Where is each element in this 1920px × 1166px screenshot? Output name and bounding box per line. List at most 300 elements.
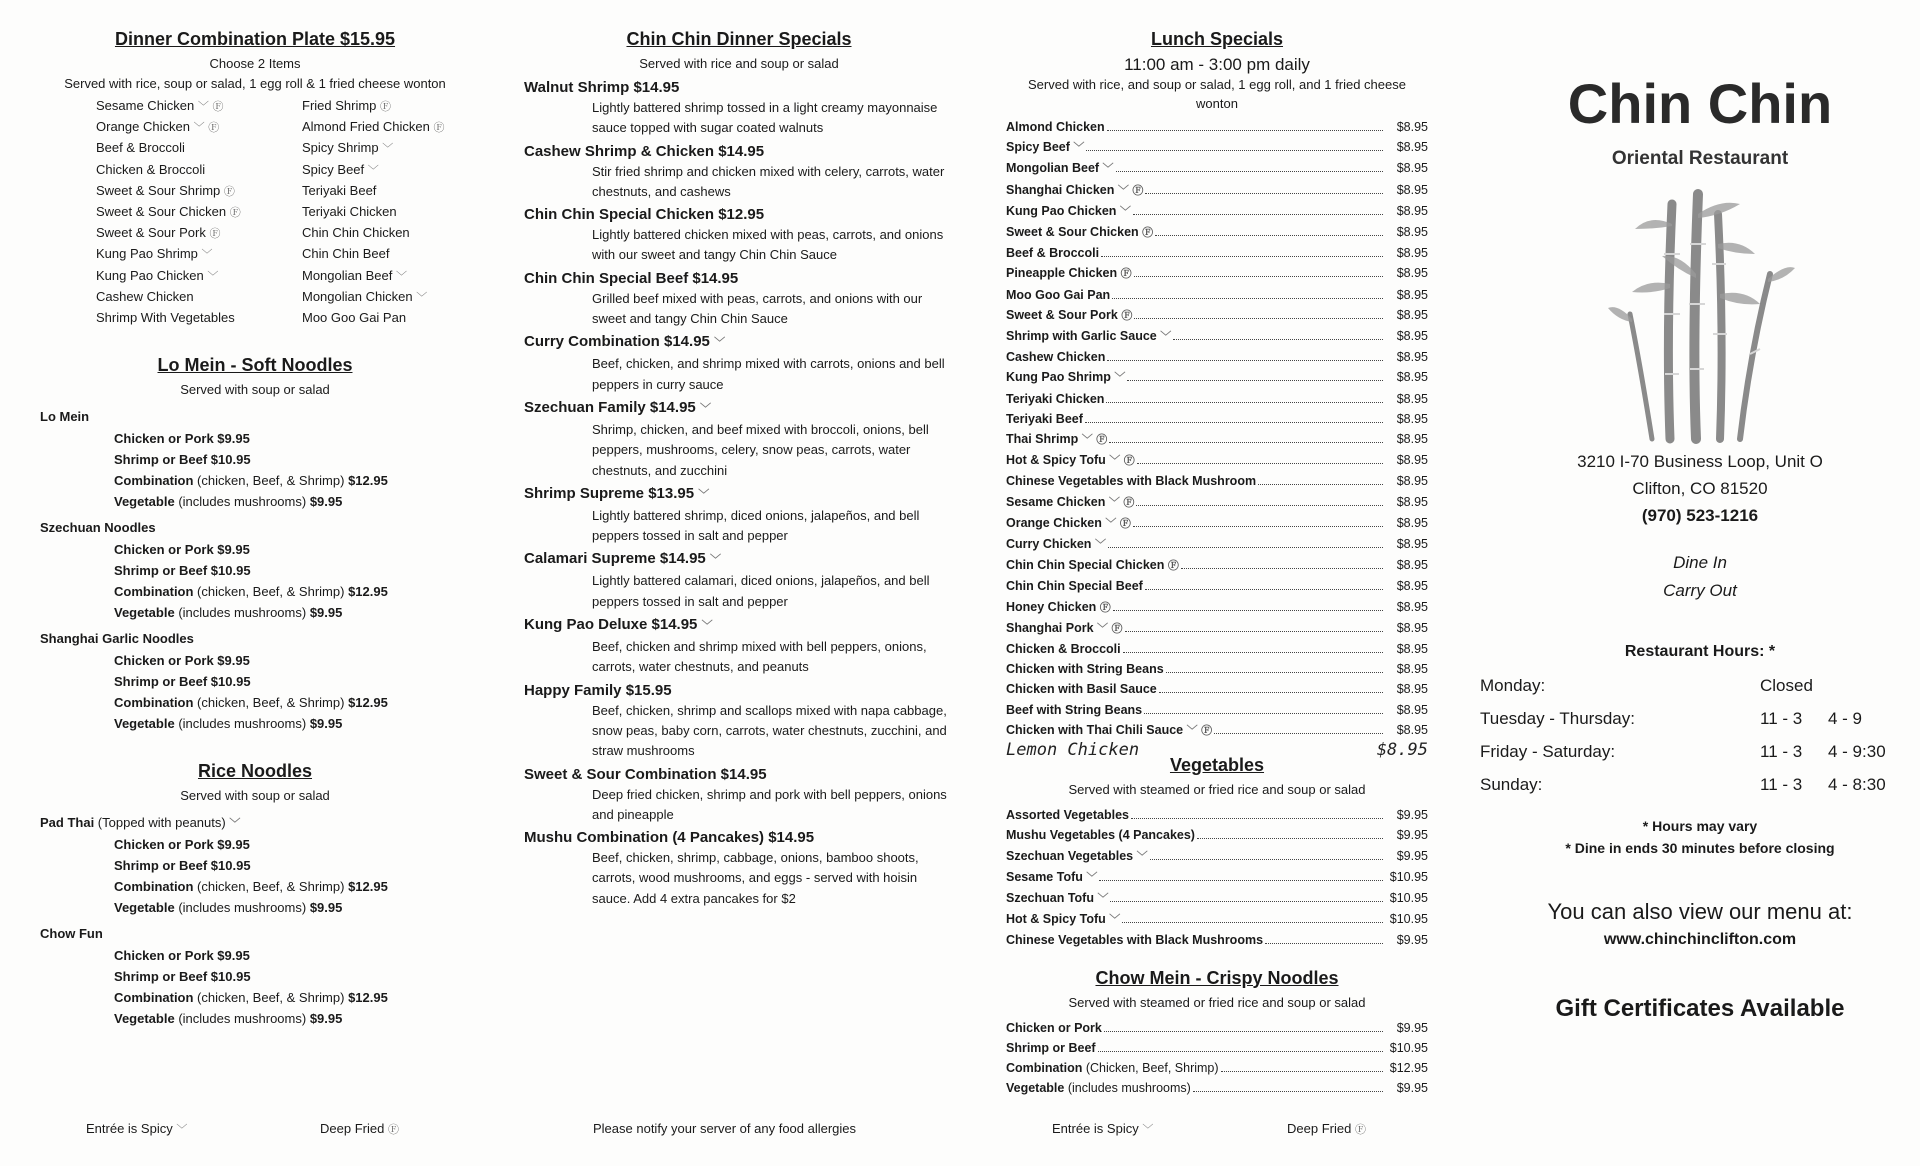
price-row-name — [1006, 909, 1120, 930]
price-row-price: $8.95 — [1396, 370, 1428, 385]
fried-icon: Ⓕ — [1099, 601, 1111, 614]
combo-item-name: Beef & Broccoli — [96, 140, 185, 156]
noodle-option-label: Shrimp or Beef $10.95 — [114, 969, 251, 985]
price-row-price: $8.95 — [1396, 432, 1428, 447]
special-item-name — [524, 204, 954, 225]
price-row-name — [1006, 720, 1212, 741]
price-row-name — [1006, 555, 1179, 576]
dot-leader — [1112, 298, 1383, 299]
special-item-name — [524, 827, 954, 848]
dinner-specials-list — [524, 77, 954, 909]
price-row-name — [1006, 1018, 1102, 1038]
hours-dinner: 4 - 9:30 — [1828, 742, 1886, 761]
column-brand-info — [1480, 28, 1920, 1023]
noodle-option-label: Chicken or Pork $9.95 — [114, 948, 250, 964]
hours-table — [1480, 669, 1920, 801]
price-row-price: $8.95 — [1396, 494, 1428, 509]
price-row-label: Chicken with Basil Sauce — [1006, 682, 1157, 697]
combo-item — [96, 223, 302, 244]
noodle-option-label: Vegetable — [114, 604, 175, 620]
footer-fried-legend-2 — [1287, 1121, 1366, 1137]
price-row — [1006, 285, 1428, 305]
noodle-option — [40, 834, 470, 855]
price-row-label: Beef with String Beans — [1006, 702, 1143, 717]
price-row — [1006, 639, 1428, 659]
price-row-name — [1006, 367, 1125, 388]
price-row-label: Orange Chicken — [1006, 515, 1102, 530]
noodle-option-note: (includes mushrooms) — [174, 604, 310, 620]
noodle-option — [40, 470, 470, 491]
fried-icon: Ⓕ — [1121, 309, 1133, 322]
price-row — [1006, 263, 1428, 284]
special-item-title: Cashew Shrimp & Chicken $14.95 — [524, 142, 765, 160]
noodle-option-label: Shrimp or Beef $10.95 — [114, 452, 251, 468]
price-row-name — [1006, 888, 1108, 909]
price-row-price: $9.95 — [1396, 1081, 1428, 1096]
price-row-name — [1006, 450, 1135, 471]
price-row-price: $9.95 — [1396, 808, 1428, 823]
price-row-name — [1006, 201, 1131, 222]
chili-icon: ﹀ — [207, 270, 219, 283]
noodle-option-price: $9.95 — [309, 1011, 343, 1027]
noodle-option-label: Chicken or Pork $9.95 — [114, 431, 250, 447]
combo-item — [302, 202, 502, 223]
noodle-option-label: Combination — [114, 694, 194, 710]
handwritten-item-name: Lemon Chicken — [1006, 740, 1140, 761]
chow-mein-list — [1006, 1018, 1428, 1099]
noodle-option-label: Chicken or Pork $9.95 — [114, 652, 250, 668]
price-row-price: $8.95 — [1396, 558, 1428, 573]
dinner-combo-item-list — [96, 96, 470, 328]
chili-icon: ﹀ — [395, 270, 407, 283]
special-item-name — [524, 548, 954, 571]
dot-leader — [1104, 1031, 1383, 1032]
chili-icon: ﹀ — [197, 101, 209, 113]
footer-spicy-legend-1 — [86, 1121, 187, 1137]
dot-leader — [1193, 1091, 1383, 1092]
price-row — [1006, 805, 1428, 825]
price-row-name — [1006, 513, 1131, 534]
price-row-note: (includes mushrooms) — [1064, 1081, 1191, 1096]
price-row — [1006, 243, 1428, 263]
hours-note-dine-in: * Dine in ends 30 minutes before closing — [1565, 840, 1835, 856]
lo-mein-title: Lo Mein - Soft Noodles — [157, 355, 353, 376]
price-row-label: Moo Goo Gai Pan — [1006, 287, 1111, 302]
combo-item-name: Sweet & Sour Chicken — [96, 204, 227, 220]
footer-spicy-legend-2 — [1052, 1121, 1153, 1137]
price-row — [1006, 1058, 1428, 1078]
special-item-title: Chin Chin Special Chicken $12.95 — [524, 206, 765, 224]
noodle-option — [40, 876, 470, 897]
price-row-name — [1006, 639, 1121, 659]
price-row-price: $10.95 — [1389, 869, 1428, 884]
price-row-price: $9.95 — [1396, 1020, 1428, 1035]
dot-leader — [1258, 484, 1383, 485]
chow-mein-title: Chow Mein - Crispy Noodles — [1095, 967, 1339, 988]
special-item-title: Sweet & Sour Combination $14.95 — [524, 765, 767, 783]
price-row — [1006, 659, 1428, 679]
combo-item-name: Almond Fried Chicken — [302, 119, 430, 135]
noodle-option — [40, 581, 470, 602]
dot-leader — [1144, 713, 1383, 714]
chili-icon: ﹀ — [229, 817, 241, 830]
chili-icon: ﹀ — [1119, 205, 1131, 218]
price-row-price: $8.95 — [1396, 579, 1428, 594]
price-row-label: Shrimp or Beef — [1006, 1040, 1096, 1055]
combo-item — [302, 160, 502, 181]
footer-spicy-text-1: Entrée is Spicy — [86, 1121, 173, 1136]
noodle-option-label: Vegetable — [114, 715, 175, 731]
footer-spicy-text-2: Entrée is Spicy — [1052, 1121, 1139, 1136]
noodle-option-price: $12.95 — [348, 879, 388, 895]
noodle-group-heading — [40, 629, 470, 650]
combo-item — [302, 138, 502, 159]
price-row — [1006, 679, 1428, 699]
price-row-price: $8.95 — [1396, 642, 1428, 657]
combo-item — [302, 96, 502, 117]
combo-item — [96, 181, 302, 202]
special-item-name — [524, 764, 954, 785]
address-line-1: 3210 I-70 Business Loop, Unit O — [1577, 452, 1823, 471]
dot-leader — [1166, 672, 1383, 673]
noodle-option-label: Shrimp or Beef $10.95 — [114, 673, 251, 689]
price-row-label: Chicken with String Beans — [1006, 662, 1164, 677]
noodle-option-label: Vegetable — [114, 494, 175, 510]
combo-item-name: Mongolian Chicken — [302, 288, 413, 304]
noodle-option-label: Combination — [114, 583, 194, 599]
chili-icon: ﹀ — [1097, 622, 1109, 635]
noodle-option-note: (includes mushrooms) — [174, 494, 310, 510]
combo-item-name: Teriyaki Chicken — [302, 204, 397, 220]
fried-icon: Ⓕ — [1096, 434, 1108, 447]
combo-item-name: Chin Chin Chicken — [302, 225, 410, 241]
price-row — [1006, 930, 1428, 950]
noodle-option-label: Vegetable — [114, 1011, 175, 1027]
special-item-name — [524, 331, 954, 354]
price-row-label: Thai Shrimp — [1006, 432, 1079, 447]
noodle-option-price: $12.95 — [348, 473, 388, 489]
noodle-option — [40, 449, 470, 470]
hours-day: Monday: — [1480, 676, 1546, 695]
dot-leader — [1127, 380, 1383, 381]
hours-dinner: 4 - 8:30 — [1828, 775, 1886, 794]
combo-item — [96, 117, 302, 138]
chili-icon: ﹀ — [176, 1124, 188, 1136]
price-row-price: $12.95 — [1389, 1060, 1428, 1075]
price-row-label: Chicken or Pork — [1006, 1020, 1102, 1035]
price-row-price: $8.95 — [1396, 120, 1428, 134]
hours-row — [1480, 669, 1920, 702]
website-link[interactable]: www.chinchinclifton.com — [1603, 931, 1797, 948]
noodle-group-name: Lo Mein — [40, 409, 90, 425]
combo-item-name: Cashew Chicken — [96, 288, 194, 304]
price-row-name — [1006, 846, 1148, 867]
special-item-name — [524, 268, 954, 289]
chili-icon: ﹀ — [1097, 892, 1109, 905]
dot-leader — [1265, 943, 1383, 944]
noodle-group-heading — [40, 518, 470, 539]
chili-icon: ﹀ — [1142, 1124, 1154, 1136]
noodle-group-heading — [40, 924, 470, 945]
combo-item — [302, 117, 502, 138]
special-item-description: Beef, chicken, shrimp and scallops mixed with napa cabbage, snow peas, baby corn, carrots, water chestnuts, zucchini, and straw mushrooms — [592, 702, 947, 759]
noodle-option — [40, 602, 470, 623]
price-row-price: $8.95 — [1396, 225, 1428, 240]
chili-icon: ﹀ — [1102, 163, 1114, 176]
price-row — [1006, 158, 1428, 179]
special-item-name — [524, 483, 954, 506]
special-item-description: Stir fried shrimp and chicken mixed with celery, carrots, water chestnuts, and cashews — [592, 163, 945, 199]
price-row — [1006, 534, 1428, 555]
noodle-option — [40, 897, 470, 918]
dot-leader — [1107, 360, 1383, 361]
price-row-name — [1006, 534, 1106, 555]
chili-icon: ﹀ — [701, 620, 713, 633]
price-row-label: Chicken & Broccoli — [1006, 642, 1121, 657]
dinner-specials-title: Chin Chin Dinner Specials — [626, 29, 852, 49]
dot-leader — [1110, 901, 1383, 902]
noodle-option — [40, 855, 470, 876]
price-row-name — [1006, 158, 1114, 179]
price-row — [1006, 429, 1428, 450]
price-row-name — [1006, 409, 1083, 429]
combo-item-name: Sweet & Sour Pork — [96, 225, 206, 241]
noodle-option-price: $9.95 — [309, 494, 343, 510]
price-row-price: $8.95 — [1396, 350, 1428, 365]
noodle-option-note: (includes mushrooms) — [174, 1011, 310, 1027]
price-row-label: Spicy Beef — [1006, 140, 1070, 155]
fried-icon: Ⓕ — [1201, 724, 1213, 737]
hours-row — [1480, 735, 1920, 768]
hours-day: Tuesday - Thursday: — [1480, 709, 1635, 728]
price-row-name — [1006, 471, 1256, 491]
combo-item-name: Kung Pao Shrimp — [96, 246, 198, 262]
price-row-price: $8.95 — [1396, 453, 1428, 468]
dot-leader — [1122, 922, 1383, 923]
noodle-option — [40, 945, 470, 966]
noodle-group-heading — [40, 813, 470, 835]
dinner-combo-choose: Choose 2 Items — [209, 56, 301, 71]
special-item-name — [524, 77, 954, 98]
noodle-option-price: $12.95 — [348, 583, 388, 599]
price-row-name — [1006, 1078, 1191, 1098]
chili-icon: ﹀ — [1094, 539, 1106, 552]
combo-item — [96, 202, 302, 223]
fried-icon: Ⓕ — [209, 228, 221, 241]
chili-icon: ﹀ — [1136, 850, 1148, 863]
price-row-name — [1006, 867, 1097, 888]
dot-leader — [1106, 402, 1383, 403]
dot-leader — [1150, 859, 1383, 860]
price-row-label: Mongolian Beef — [1006, 161, 1100, 176]
rice-noodles-title: Rice Noodles — [197, 760, 313, 781]
noodle-option — [40, 560, 470, 581]
combo-item-name: Spicy Beef — [302, 161, 365, 177]
price-row-name — [1006, 180, 1143, 201]
noodle-option-note: (chicken, Beef, & Shrimp) — [193, 583, 349, 599]
fried-icon: Ⓕ — [1132, 184, 1144, 197]
chili-icon: ﹀ — [367, 164, 379, 177]
price-row-label: Mushu Vegetables (4 Pancakes) — [1006, 828, 1195, 843]
price-row — [1006, 471, 1428, 491]
noodle-group-name: Chow Fun — [40, 926, 103, 942]
dot-leader — [1098, 1051, 1383, 1052]
phone-number[interactable]: (970) 523-1216 — [1641, 506, 1759, 525]
dot-leader — [1133, 526, 1383, 527]
online-menu-text: You can also view our menu at: — [1547, 899, 1853, 924]
noodle-option-price: $9.95 — [309, 900, 343, 916]
combo-item — [302, 244, 502, 265]
dot-leader — [1107, 130, 1383, 131]
fried-icon: Ⓕ — [1167, 560, 1179, 573]
price-row-name — [1006, 117, 1105, 137]
price-row-price: $8.95 — [1396, 391, 1428, 406]
vegetables-served: Served with steamed or fried rice and soup or salad — [1068, 782, 1366, 798]
price-row — [1006, 1078, 1428, 1098]
price-row-name — [1006, 222, 1153, 243]
noodle-option — [40, 671, 470, 692]
combo-item — [96, 96, 302, 117]
vegetables-title: Vegetables — [1169, 755, 1265, 776]
price-row-name — [1006, 305, 1132, 326]
chili-icon: ﹀ — [1109, 914, 1121, 927]
price-row — [1006, 1038, 1428, 1058]
special-item-description: Lightly battered shrimp, diced onions, jalapeños, and bell peppers tossed in salt and pepper — [592, 507, 920, 544]
dot-leader — [1159, 692, 1383, 693]
price-row-price: $8.95 — [1396, 266, 1428, 281]
combo-item — [96, 287, 302, 308]
noodle-option — [40, 692, 470, 713]
noodle-option-label: Shrimp or Beef $10.95 — [114, 562, 251, 578]
price-row-label: Curry Chicken — [1006, 537, 1092, 552]
fried-icon: Ⓕ — [1142, 227, 1154, 240]
price-row — [1006, 909, 1428, 930]
price-row-label: Sesame Tofu — [1006, 869, 1083, 884]
price-row-label: Szechuan Tofu — [1006, 890, 1094, 905]
fried-icon: Ⓕ — [433, 122, 445, 135]
price-row-name — [1006, 825, 1195, 845]
restaurant-name: Chin Chin — [1567, 72, 1833, 135]
price-row-label: Cashew Chicken — [1006, 350, 1106, 365]
dot-leader — [1109, 442, 1383, 443]
chili-icon: ﹀ — [1108, 496, 1120, 509]
price-row-name — [1006, 347, 1105, 367]
noodle-option-price: $12.95 — [348, 990, 388, 1006]
special-item-title: Chin Chin Special Beef $14.95 — [524, 269, 739, 287]
lo-mein-served: Served with soup or salad — [180, 382, 330, 398]
noodle-option-label: Chicken or Pork $9.95 — [114, 541, 250, 557]
footer-fried-text-2: Deep Fried — [1287, 1121, 1352, 1136]
price-row-label: Chinese Vegetables with Black Mushroom — [1006, 474, 1257, 489]
special-item-description: Lightly battered chicken mixed with peas, carrots, and onions with our sweet and tangy Chin Chin Sauce — [592, 227, 944, 263]
noodle-option — [40, 1008, 470, 1029]
price-row — [1006, 137, 1428, 158]
hours-dinner: 4 - 9 — [1828, 709, 1863, 728]
special-item-title: Happy Family $15.95 — [524, 681, 672, 699]
special-item-description: Beef, chicken and shrimp mixed with bell peppers, onions, carrots, water chestnuts, and peanuts — [592, 639, 927, 675]
combo-item — [302, 308, 502, 328]
lunch-specials-title: Lunch Specials — [1150, 29, 1284, 49]
fried-icon: Ⓕ — [1120, 268, 1132, 281]
fried-icon: Ⓕ — [1111, 622, 1123, 635]
noodle-option-label: Combination — [114, 879, 194, 895]
noodle-option — [40, 987, 470, 1008]
combo-item-name: Sesame Chicken — [96, 98, 195, 113]
price-row — [1006, 618, 1428, 639]
price-row-price: $8.95 — [1396, 161, 1428, 176]
noodle-option-label: Combination — [114, 990, 194, 1006]
fried-icon: Ⓕ — [380, 101, 392, 113]
column-combos-noodles — [40, 28, 470, 1029]
chili-icon: ﹀ — [698, 488, 710, 501]
chili-icon: ﹀ — [699, 402, 711, 415]
special-item-title: Shrimp Supreme $13.95 — [524, 484, 695, 502]
combo-item — [96, 308, 302, 328]
dot-leader — [1137, 463, 1383, 464]
price-row — [1006, 492, 1428, 513]
noodle-option — [40, 491, 470, 512]
price-row-name — [1006, 1058, 1219, 1078]
hours-lunch: 11 - 3 — [1760, 709, 1803, 728]
combo-item-name: Teriyaki Beef — [302, 182, 377, 198]
fried-icon: Ⓕ — [1119, 517, 1131, 530]
hours-note-vary: * Hours may vary — [1642, 818, 1758, 834]
special-item-description: Lightly battered calamari, diced onions, jalapeños, and bell peppers tossed in salt and pepper — [592, 573, 930, 609]
price-row-price: $8.95 — [1396, 307, 1428, 322]
price-row — [1006, 326, 1428, 347]
price-row — [1006, 201, 1428, 222]
special-item-title: Mushu Combination (4 Pancakes) $14.95 — [524, 829, 815, 847]
chow-mein-served: Served with steamed or fried rice and soup or salad — [1068, 994, 1366, 1010]
hours-title: Restaurant Hours: * — [1624, 643, 1776, 660]
price-row-label: Almond Chicken — [1006, 120, 1105, 134]
dot-leader — [1181, 568, 1383, 569]
special-item-description: Beef, chicken, and shrimp mixed with carrots, onions and bell peppers in curry sauce — [592, 356, 945, 392]
price-row-price: $10.95 — [1389, 912, 1428, 927]
hours-lunch: 11 - 3 — [1760, 742, 1803, 761]
combo-item — [302, 223, 502, 244]
special-item-title: Curry Combination $14.95 — [524, 333, 710, 351]
fried-icon: Ⓕ — [387, 1124, 399, 1136]
price-row-label: Chin Chin Special Chicken — [1006, 558, 1165, 573]
noodle-group-heading — [40, 407, 470, 428]
price-row — [1006, 846, 1428, 867]
special-item-description: Grilled beef mixed with peas, carrots, and onions with our sweet and tangy Chin Chin Sauce — [592, 290, 923, 327]
combo-item-name: Fried Shrimp — [302, 98, 377, 113]
price-row-label: Sweet & Sour Pork — [1006, 307, 1118, 322]
noodle-group-name: Szechuan Noodles — [40, 520, 156, 536]
hours-row — [1480, 768, 1920, 801]
price-row-price: $8.95 — [1396, 662, 1428, 677]
price-row-label: Pineapple Chicken — [1006, 266, 1118, 281]
chili-icon: ﹀ — [1109, 455, 1121, 468]
fried-icon: Ⓕ — [212, 101, 224, 113]
noodle-option-note: (chicken, Beef, & Shrimp) — [193, 879, 349, 895]
noodle-option-price: $12.95 — [348, 694, 388, 710]
price-row-price: $8.95 — [1396, 182, 1428, 197]
combo-item — [96, 266, 302, 287]
column-lunch-veg-chowmein — [1006, 28, 1428, 1098]
price-row-label: Vegetable — [1006, 1081, 1065, 1096]
dot-leader — [1214, 733, 1383, 734]
price-row — [1006, 888, 1428, 909]
price-row-name — [1006, 137, 1084, 158]
price-row — [1006, 576, 1428, 596]
combo-item-name: Orange Chicken — [96, 119, 190, 135]
dot-leader — [1085, 422, 1383, 423]
fried-icon: Ⓕ — [1123, 455, 1135, 468]
dot-leader — [1113, 610, 1383, 611]
